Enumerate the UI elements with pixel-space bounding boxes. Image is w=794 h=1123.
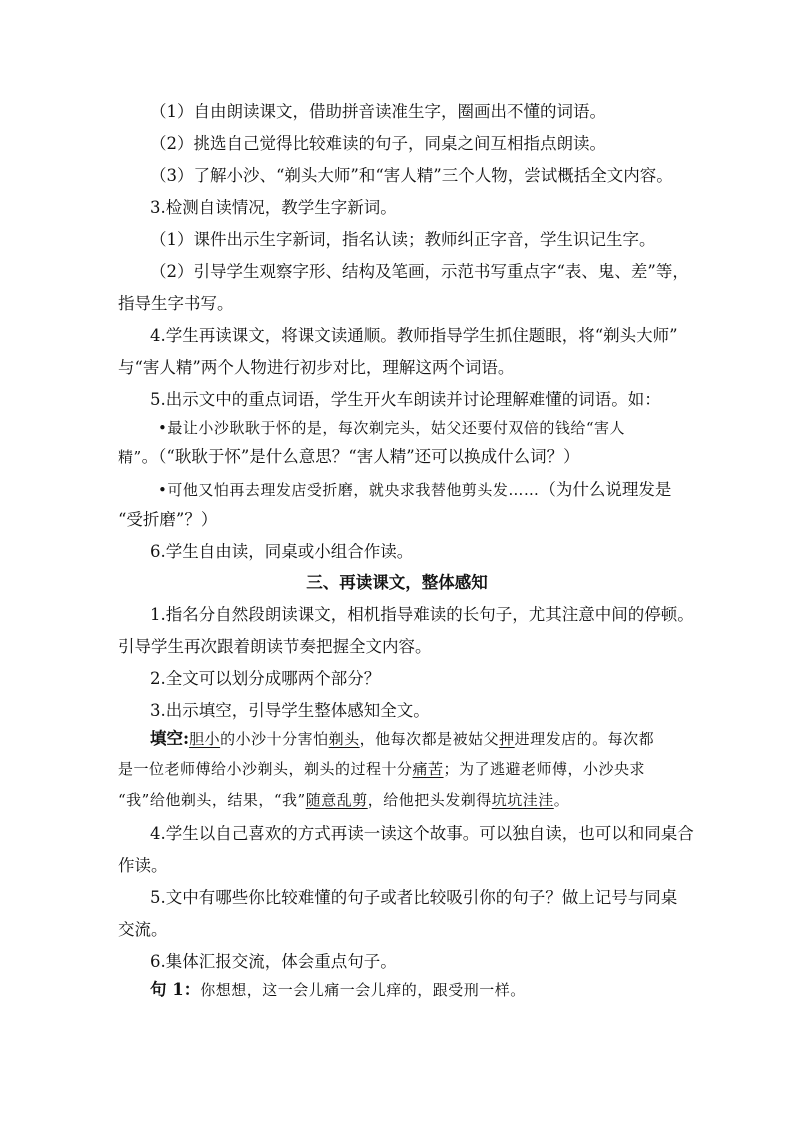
example-quote-2: •可他又怕再去理发店受折磨，就央求我替他剪头发…… bbox=[158, 481, 540, 499]
example-question-2-cont: “受折磨”？） bbox=[118, 510, 218, 529]
step-2-text: （2）挑选自己觉得比较难读的句子，同桌之间互相指点朗读。 bbox=[150, 134, 606, 153]
fill-text: 。 bbox=[553, 791, 570, 809]
fill-text: ，他每次都是被姑父 bbox=[359, 730, 500, 748]
blank-answer: 押 bbox=[499, 730, 515, 748]
example-question-1: 。（“耿耿于怀”是什么意思？“害人精”还可以换成什么词？） bbox=[141, 447, 580, 466]
sec3-item-5-cont: 交流。 bbox=[118, 920, 168, 939]
sec3-item-3-text: 3.出示填空，引导学生整体感知全文。 bbox=[150, 701, 430, 720]
example-quote-1: •最让小沙耿耿于怀的是，每次剃完头，姑父还要付双倍的钱给“害人 bbox=[158, 419, 626, 437]
fill-blank-line-1 bbox=[150, 729, 654, 749]
sec3-item-4-cont: 作读。 bbox=[118, 856, 168, 875]
key-sentence-label: 句 1： bbox=[150, 980, 201, 999]
example-line-2 bbox=[158, 480, 671, 500]
fill-text: “我”给他剃头，结果，“我” bbox=[118, 791, 306, 809]
item-3-text: 3.检测自读情况，教学生字新词。 bbox=[150, 198, 397, 217]
example-quote-1-cont bbox=[118, 447, 580, 467]
blank-answer: 坑坑洼洼 bbox=[491, 791, 554, 809]
fill-text: 是一位老师傅给小沙剃头，剃头的过程十分 bbox=[118, 760, 413, 778]
step-3-text: （3）了解小沙、“剃头大师”和“害人精”三个人物，尝试概括全文内容。 bbox=[150, 166, 673, 185]
fill-blank-label: 填空: bbox=[150, 729, 190, 748]
step-1-text: （1）自由朗读课文，借助拼音读准生字，圈画出不懂的词语。 bbox=[150, 102, 606, 121]
item-6-text: 6.学生自由读，同桌或小组合作读。 bbox=[150, 542, 414, 561]
item-4-text-cont: 与“害人精”两个人物进行初步对比，理解这两个词语。 bbox=[118, 358, 515, 377]
blank-answer: 胆小 bbox=[189, 730, 221, 748]
fill-text: ，给他把头发剃得 bbox=[367, 791, 492, 809]
sec3-item-5-text: 5.文中有哪些你比较难懂的句子或者比较吸引你的句子？做上记号与同桌 bbox=[150, 888, 678, 907]
sec3-item-2-text: 2.全文可以划分成哪两个部分？ bbox=[150, 669, 381, 688]
item-4-text: 4.学生再读课文，将课文读通顺。教师指导学生抓住题眼，将“剃头大师” bbox=[150, 326, 678, 345]
blank-answer: 剃头 bbox=[328, 730, 360, 748]
example-quote-1-end: 精” bbox=[118, 448, 142, 466]
fill-text: 的小沙十分害怕 bbox=[220, 730, 329, 748]
fill-text: ；为了逃避老师傅，小沙央求 bbox=[443, 760, 646, 778]
sub-2-text-cont: 指导生字书写。 bbox=[118, 294, 234, 313]
fill-text: 进理发店的。每次都 bbox=[514, 730, 655, 748]
sub-1-text: （1）课件出示生字新词，指名认读；教师纠正字音，学生识记生字。 bbox=[150, 230, 656, 249]
sec3-item-1-cont: 引导学生再次跟着朗读节奏把握全文内容。 bbox=[118, 637, 432, 656]
key-sentence-text: 你想想，这一会儿痛一会儿痒的，跟受刑一样。 bbox=[200, 981, 526, 999]
sub-2-text: （2）引导学生观察字形、结构及笔画，示范书写重点字“表、鬼、差”等， bbox=[150, 262, 689, 281]
blank-answer: 随意乱剪 bbox=[305, 791, 368, 809]
example-question-2: （为什么说理发是 bbox=[539, 480, 672, 499]
sec3-item-6-text: 6.集体汇报交流，体会重点句子。 bbox=[150, 952, 397, 971]
section-heading: 三、再读课文，整体感知 bbox=[306, 573, 488, 592]
item-5-text: 5.出示文中的重点词语，学生开火车朗读并讨论理解难懂的词语。如： bbox=[150, 390, 661, 409]
sec3-item-1-text: 1.指名分自然段朗读课文，相机指导难读的长句子，尤其注意中间的停顿。 bbox=[150, 605, 694, 624]
blank-answer: 痛苦 bbox=[412, 760, 444, 778]
key-sentence-1 bbox=[150, 980, 526, 1000]
fill-blank-line-3 bbox=[118, 790, 569, 810]
sec3-item-4-text: 4.学生以自己喜欢的方式再读一读这个故事。可以独自读，也可以和同桌合 bbox=[150, 824, 694, 843]
fill-blank-line-2 bbox=[118, 759, 645, 779]
